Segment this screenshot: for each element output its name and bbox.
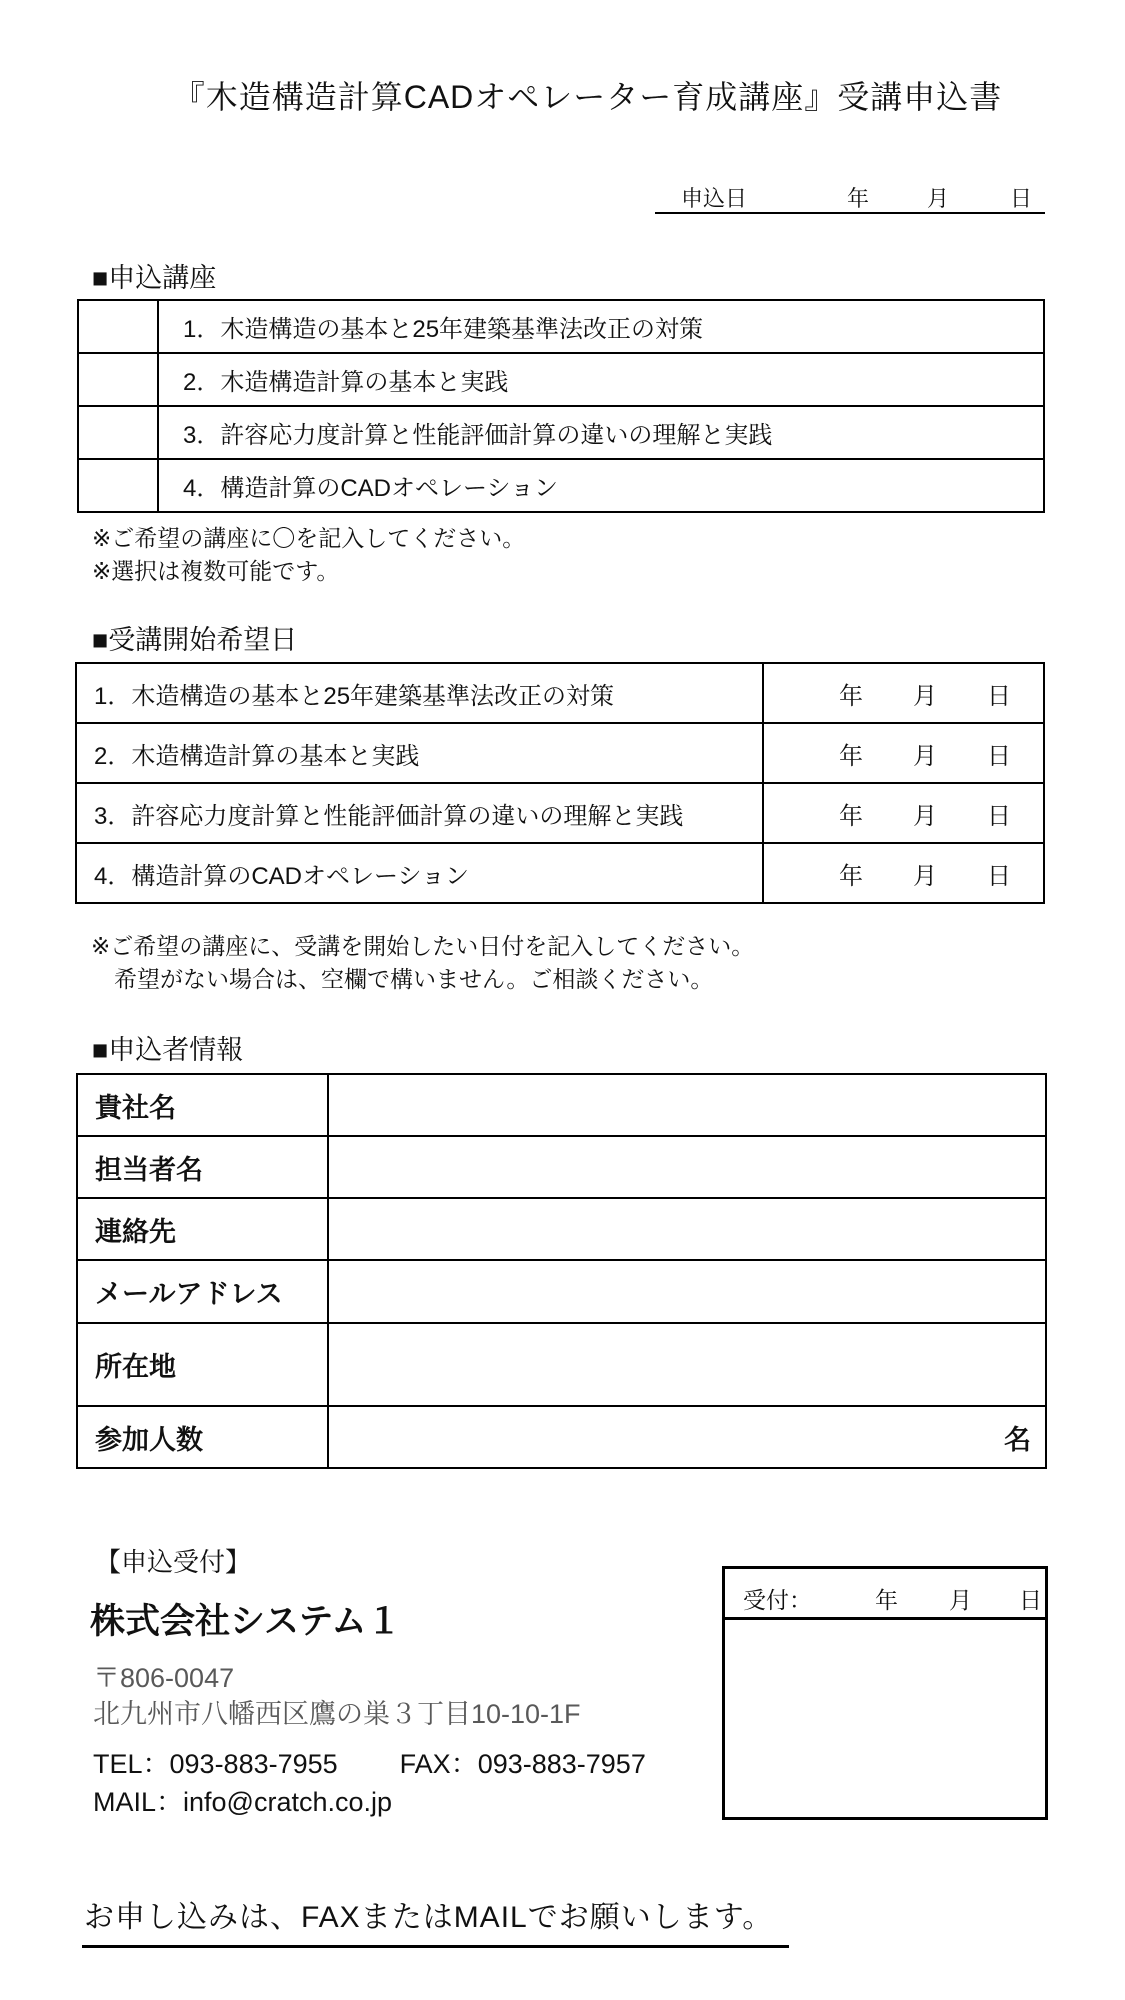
note-line: 希望がない場合は、空欄で構いません。ご相談ください。 [114,966,714,992]
start-date-cell[interactable] [764,664,1043,722]
reception-postal-code: 〒806-0047 [93,1663,235,1693]
course-selection-notes [92,522,525,588]
reception-mail: MAIL：info@cratch.co.jp [93,1787,393,1817]
note-line: ※選択は複数可能です。 [92,558,340,584]
year-label: 年 [875,1587,898,1613]
application-date-label: 申込日 [681,186,748,211]
reception-stamp-label: 受付： [743,1587,812,1613]
start-date-row [77,784,1043,844]
note-line: ※ご希望の講座に、受講を開始したい日付を記入してください。 [91,933,755,959]
applicant-field-label: 参加人数 [78,1407,329,1467]
start-date-row [77,844,1043,902]
applicant-field-label: メールアドレス [78,1261,329,1322]
year-label: 年 [847,186,870,211]
applicant-field-label: 所在地 [78,1324,329,1405]
month-label: 月 [913,802,937,830]
course-selection-table [77,299,1045,513]
day-label: 日 [1010,186,1033,211]
reception-date-field[interactable] [725,1569,1045,1620]
applicant-field-label: 担当者名 [78,1137,329,1197]
course-mark-cell[interactable] [79,407,159,458]
applicant-row [78,1324,1045,1407]
day-label: 日 [987,682,1011,710]
course-label: 4．構造計算のCADオペレーション [183,475,559,502]
year-label: 年 [839,862,863,890]
day-label: 日 [987,862,1011,890]
course-mark-cell[interactable] [79,460,159,511]
reception-address: 北九州市八幡西区鷹の巣３丁目10-10-1F [93,1699,581,1729]
email-field[interactable] [329,1261,1045,1322]
course-label: 2．木造構造計算の基本と実践 [183,369,509,396]
course-mark-cell[interactable] [79,301,159,352]
address-field[interactable] [329,1324,1045,1405]
participants-field[interactable] [329,1407,1045,1467]
applicant-row [78,1199,1045,1261]
start-date-table [75,662,1045,904]
applicant-field-label: 連絡先 [78,1199,329,1259]
day-label: 日 [1019,1587,1042,1613]
applicant-field-label: 貴社名 [78,1075,329,1135]
contact-person-field[interactable] [329,1137,1045,1197]
application-date-field[interactable] [655,178,1045,214]
reception-fax: FAX：093-883-7957 [399,1749,646,1779]
course-row [79,354,1043,407]
note-line: ※ご希望の講座に〇を記入してください。 [92,525,526,551]
start-date-cell[interactable] [764,724,1043,782]
applicant-row [78,1407,1045,1467]
month-label: 月 [949,1587,972,1613]
reception-heading: 【申込受付】 [95,1547,252,1577]
start-date-cell[interactable] [764,784,1043,842]
applicant-row [78,1137,1045,1199]
applicant-row [78,1261,1045,1324]
course-label: 4．構造計算のCADオペレーション [77,844,764,902]
course-row [79,407,1043,460]
course-row [79,460,1043,511]
course-label: 3．許容応力度計算と性能評価計算の違いの理解と実践 [77,784,764,842]
day-label: 日 [987,742,1011,770]
course-label: 1．木造構造の基本と25年建築基準法改正の対策 [77,664,764,722]
applicant-info-table [76,1073,1047,1469]
course-selection-heading: ■申込講座 [92,263,217,293]
year-label: 年 [839,682,863,710]
start-date-row [77,664,1043,724]
applicant-info-heading: ■申込者情報 [92,1035,244,1065]
phone-field[interactable] [329,1199,1045,1259]
reception-tel-fax-line [93,1742,646,1781]
year-label: 年 [839,742,863,770]
start-date-cell[interactable] [764,844,1043,902]
start-date-row [77,724,1043,784]
closing-note: お申し込みは、FAXまたはMAILでお願いします。 [82,1892,789,1948]
reception-tel: TEL：093-883-7955 [93,1749,338,1779]
participants-unit-label: 名 [1004,1424,1031,1455]
stamp-area[interactable] [725,1620,1045,1818]
applicant-row [78,1075,1045,1137]
year-label: 年 [839,802,863,830]
start-date-heading: ■受講開始希望日 [92,625,298,655]
month-label: 月 [913,682,937,710]
month-label: 月 [913,862,937,890]
course-label: 2．木造構造計算の基本と実践 [77,724,764,782]
reception-stamp-box [722,1566,1048,1820]
day-label: 日 [987,802,1011,830]
month-label: 月 [913,742,937,770]
form-title: 『木造構造計算CADオペレーター育成講座』受講申込書 [172,79,1003,115]
month-label: 月 [927,186,950,211]
company-name-field[interactable] [329,1075,1045,1135]
course-row [79,301,1043,354]
start-date-notes [91,930,754,996]
course-label: 1．木造構造の基本と25年建築基準法改正の対策 [183,316,704,343]
course-label: 3．許容応力度計算と性能評価計算の違いの理解と実践 [183,422,773,449]
course-mark-cell[interactable] [79,354,159,405]
reception-company-name: 株式会社システム１ [90,1602,402,1641]
